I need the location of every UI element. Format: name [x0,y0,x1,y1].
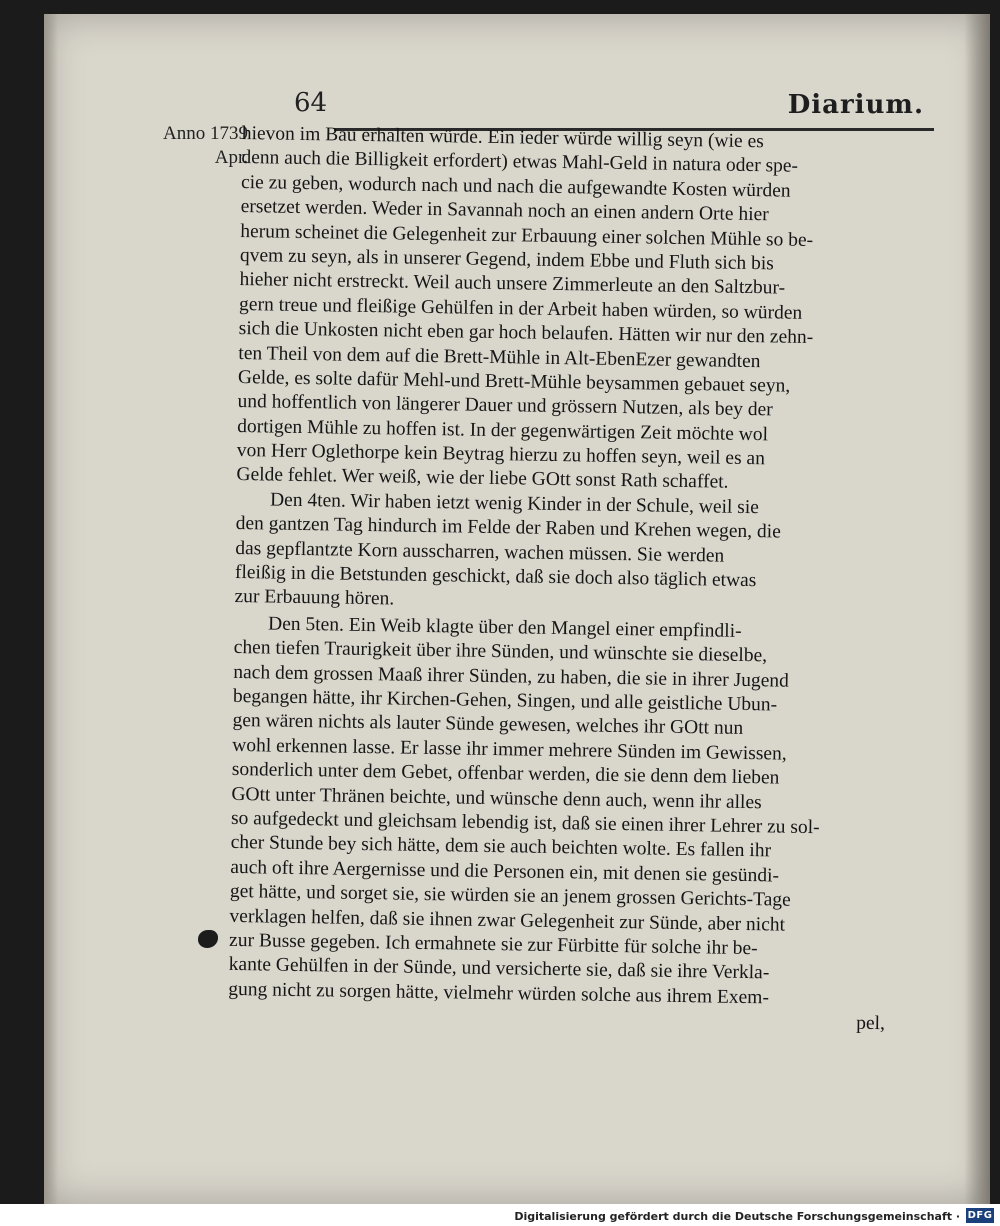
text-line: hieher nicht erstreckt. Weil auch unsere Zimmerleute an den Saltzbur- [239,269,786,299]
text-line: gen wären nichts als lauter Sünde gewesen, welches ihr GOtt nun [232,710,744,740]
footer-bar [0,1204,1000,1226]
text-line: wohl erkennen lasse. Er lasse ihr immer mehrere Sünden im Gewissen, [232,734,787,765]
text-line: GOtt unter Thränen beichte, und wünsche denn auch, wenn ihr alles [231,783,762,813]
text-line: Den 4ten. Wir haben ietzt wenig Kinder in der Schule, weil sie [269,489,760,519]
text-line: von Herr Oglethorpe kein Beytrag hierzu zu hoffen seyn, weil es an [236,440,766,470]
text-line: qvem zu seyn, als in unserer Gegend, indem Ebbe und Fluth sich bis [239,244,774,275]
text-line: kante Gehülfen in der Sünde, und versicherte sie, daß sie ihre Verkla- [228,954,770,984]
text-line: pel, [856,1012,886,1035]
text-line: hievon im Bau erhalten würde. Ein ieder würde willig seyn (wie es [241,122,764,153]
text-line: begangen hätte, ihr Kirchen-Gehen, Singen, und alle geistliche Ubun- [232,685,778,716]
text-line: ten Theil von dem auf die Brett-Mühle in Alt-EbenEzer gewandten [238,342,761,372]
text-line: Gelde, es solte dafür Mehl-und Brett-Mühle beysammen gebauet seyn, [237,366,791,397]
text-line: gung nicht zu sorgen hätte, vielmehr würden solche aus ihrem Exem- [228,978,770,1009]
text-line: auch oft ihre Aergernisse und die Personen ein, mit denen sie gesündi- [230,856,780,887]
text-line: den gantzen Tag hindurch im Felde der Raben und Krehen wegen, die [235,513,781,543]
footer-credit: Digitalisierung gefördert durch die Deutsche Forschungsgemeinschaft · [514,1210,960,1223]
text-line: Gelde fehlet. Wer weiß, wie der liebe GOtt sonst Rath schaffet. [236,464,729,494]
text-line: Den 5ten. Ein Weib klagte über den Mangel einer empfindli- [267,613,742,642]
page-number: 64 [294,88,328,118]
text-line: so aufgedeckt und gleichsam lebendig ist, daß sie einen ihrer Lehrer zu sol- [230,807,820,839]
page-header [294,88,934,124]
text-line: chen tiefen Traurigkeit über ihre Sünden, und wünschte sie dieselbe, [233,637,768,667]
text-line: das gepflantzte Korn ausscharren, wachen müssen. Sie werden [235,537,725,567]
text-line: zur Erbauung hören. [234,586,395,610]
margin-date-note [128,122,248,170]
text-line: denn auch die Billigkeit erfordert) etwas Mahl-Geld in natura oder spe- [241,147,799,178]
text-line: sonderlich unter dem Gebet, offenbar werden, die sie denn dem lieben [231,759,780,789]
text-line: zur Busse gegeben. Ich ermahnete sie zur Fürbitte für solche ihr be- [228,929,758,960]
dfg-logo: DFG [967,1210,993,1221]
text-line: sich die Unkosten nicht eben gar hoch belaufen. Hätten wir nur den zehn- [238,318,814,349]
text-line: herum scheinet die Gelegenheit zur Erbauung einer solchen Mühle so be- [240,220,814,251]
text-line: dortigen Mühle zu hoffen ist. In der gegenwärtigen Zeit möchte wol [237,415,769,445]
text-line: und hoffentlich von längerer Dauer und grössern Nutzen, als bey der [237,391,773,421]
text-line: nach dem grossen Maaß ihrer Sünden, zu haben, die sie in ihrer Jugend [233,661,790,692]
body-text [228,122,907,1037]
margin-month: Apr. [214,147,248,168]
text-line: get hätte, und sorget sie, sie würden sie an jenem grossen Gerichts-Tage [229,881,791,911]
text-line: gern treue und fleißige Gehülfen in der Arbeit haben würden, so würden [238,293,803,324]
running-title: Diarium. [787,90,924,120]
margin-year: Anno 1739 [163,123,248,144]
text-line: fleißig in die Betstunden geschickt, daß sie doch also täglich etwas [234,561,757,592]
text-line: cher Stunde bey sich hätte, dem sie auch beichten wolte. Es fallen ihr [230,832,772,862]
text-line: cie zu geben, wodurch nach und nach die aufgewandte Kosten würden [240,171,791,202]
text-line: verklagen helfen, daß sie ihnen zwar Gelegenheit zur Sünde, aber nicht [229,905,786,936]
text-line: ersetzet werden. Weder in Savannah noch an einen andern Orte hier [240,196,769,226]
